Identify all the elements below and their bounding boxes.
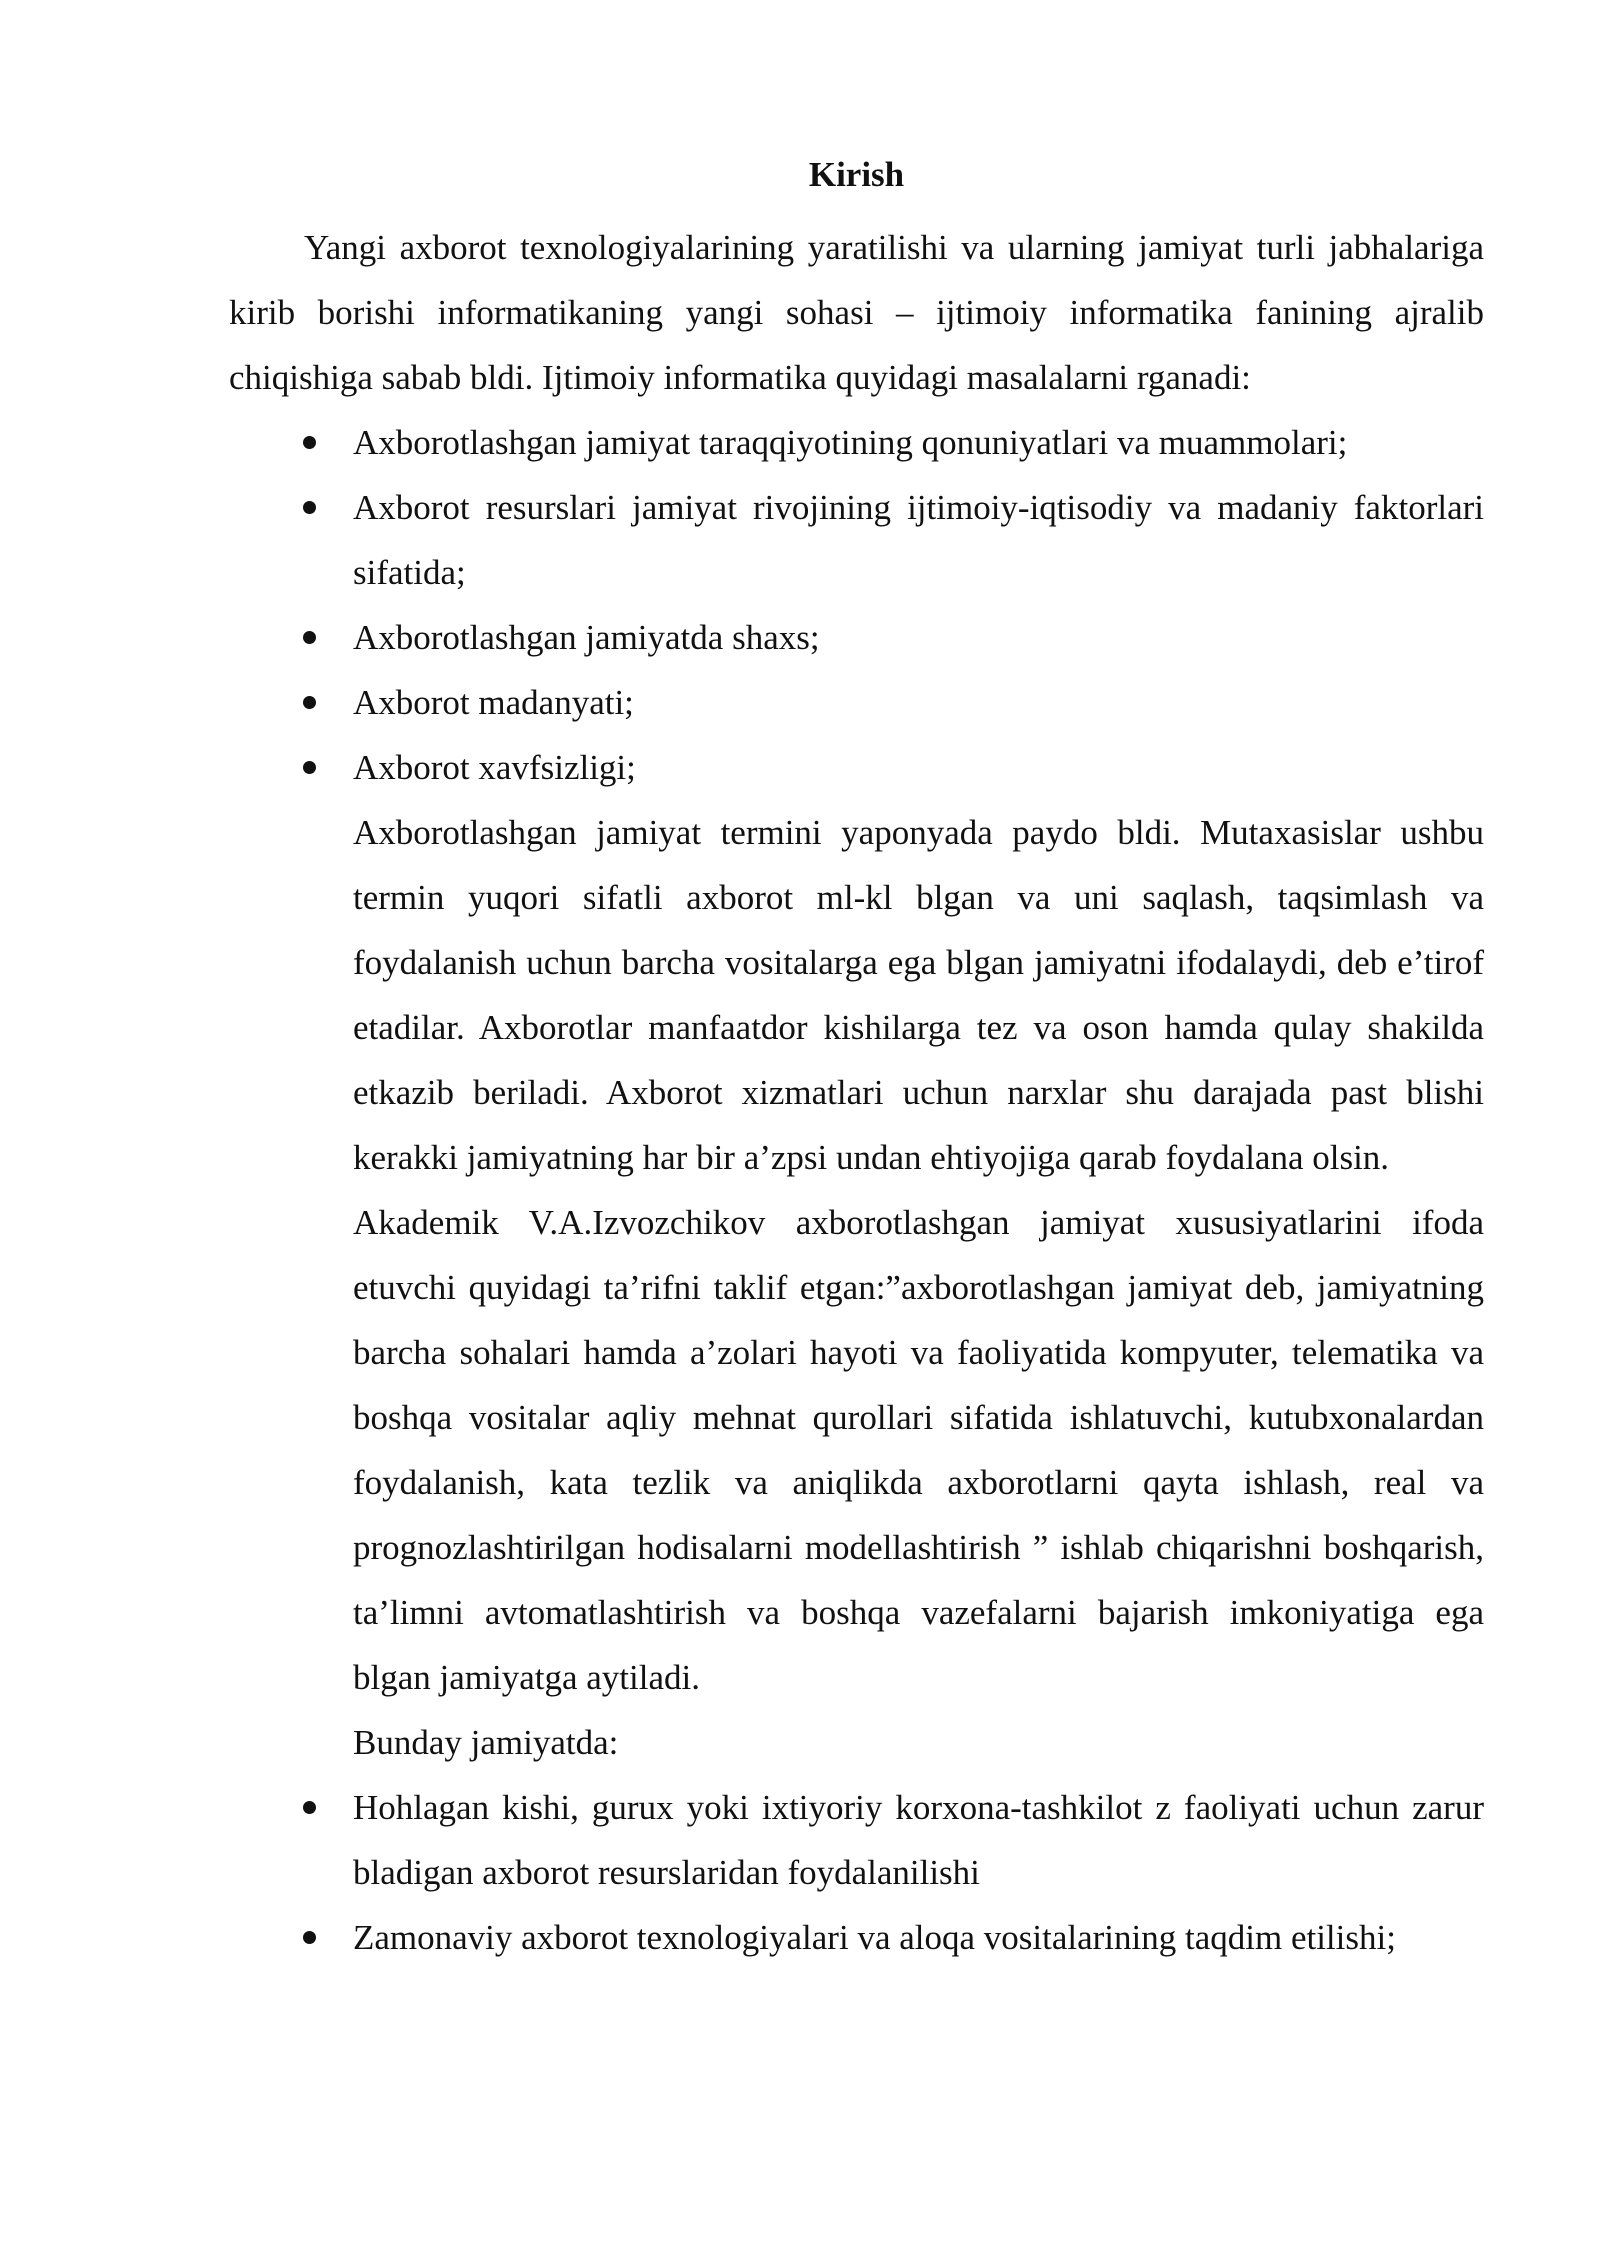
information-society-paragraph: Axborotlashgan jamiyat termini yaponyada paydo bldi. Mutaxasislar ushbu termin yuqori sifatli axborot ml-kl blgan va uni saqlash, taqsimlash va foydalanish uchun barcha vositalarga ega blgan jamiyatni ifodalaydi, deb e’tirof etadilar. Axborotlar manfaatdor kishilarga tez va oson hamda qulay shakilda etkazib beriladi. Axborot xizmatlari uchun narxlar shu darajada past blishi kerakki jamiyatning har bir a’zpsi undan ehtiyojiga qarab foydalana olsin. [353,813,1484,1177]
list-item-text: Hohlagan kishi, gurux yoki ixtiyoriy korxona-tashkilot z faoliyati uchun zarur bladigan axborot resurslaridan foydalanilishi [353,1788,1484,1892]
list-item [229,670,1484,735]
topics-list [229,410,1484,800]
in-such-society-paragraph: Bunday jamiyatda: [353,1723,619,1762]
list-item [229,475,1484,605]
izvozchikov-definition-paragraph: Akademik V.A.Izvozchikov axborotlashgan jamiyat xususiyatlarini ifoda etuvchi quyidagi ta’rifni taklif etgan:”axborotlashgan jamiyat deb, jamiyatning barcha sohalari hamda a’zolari hayoti va faoliyatida kompyuter, telematika va boshqa vositalar aqliy mehnat qurollari sifatida ishlatuvchi, kutubxonalardan foydalanish, kata tezlik va aniqlikda axborotlarni qayta ishlash, real va prognozlashtirilgan hodisalarni modellashtirish ” ishlab chiqarishni boshqarish, ta’limni avtomatlashtirish va boshqa vazefalarni bajarish imkoniyatiga ega blgan jamiyatga aytiladi. [353,1203,1484,1697]
list-item [229,410,1484,475]
list-item [229,735,1484,800]
list-item [229,1905,1484,1970]
list-item-text: Axborot xavfsizligi; [353,748,636,787]
list-item [229,605,1484,670]
society-features-list [229,1775,1484,1970]
bullet-icon [303,501,316,514]
page-title: Kirish [808,155,905,194]
list-item-text: Axborot madanyati; [353,683,634,722]
bullet-icon [303,696,316,709]
list-item-text: Axborot resurslari jamiyat rivojining ijtimoiy-iqtisodiy va madaniy faktorlari sifatida; [353,488,1484,592]
list-item [229,1775,1484,1905]
bullet-icon [303,761,316,774]
bullet-icon [303,1931,316,1944]
bullet-icon [303,436,316,449]
list-item-text: Axborotlashgan jamiyat taraqqiyotining qonuniyatlari va muammolari; [353,423,1348,462]
list-item-text: Axborotlashgan jamiyatda shaxs; [353,618,820,657]
intro-paragraph: Yangi axborot texnologiyalarining yaratilishi va ularning jamiyat turli jabhalariga kirib borishi informatikaning yangi sohasi – ijtimoiy informatika fanining ajralib chiqishiga sabab bldi. Ijtimoiy informatika quyidagi masalalarni rganadi: [229,228,1484,397]
list-item-text: Zamonaviy axborot texnologiyalari va aloqa vositalarining taqdim etilishi; [353,1918,1396,1957]
bullet-icon [303,1801,316,1814]
bullet-icon [303,631,316,644]
document-body [229,150,1484,1970]
